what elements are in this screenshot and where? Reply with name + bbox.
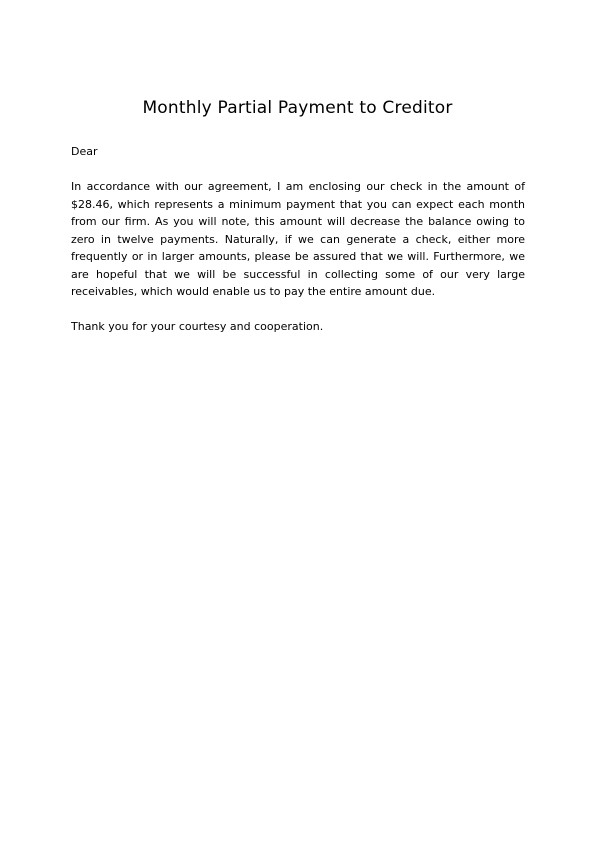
letter-salutation: Dear [71, 145, 98, 158]
letter-title: Monthly Partial Payment to Creditor [142, 98, 453, 118]
letter-closing: Thank you for your courtesy and cooperation. [71, 320, 324, 333]
letter-body-paragraph: In accordance with our agreement, I am enclosing our check in the amount of $28.46, which represents a minimum payment that you can expect each month from our firm. As you will note, this amount will decrease the balance owing to zero in twelve payments. Naturally, if we can generate a check, either more frequently or in larger amounts, please be assured that we will. Furthermore, we are hopeful that we will be successful in collecting some of our very large receivables, which would enable us to pay the entire amount due. [71, 180, 525, 298]
